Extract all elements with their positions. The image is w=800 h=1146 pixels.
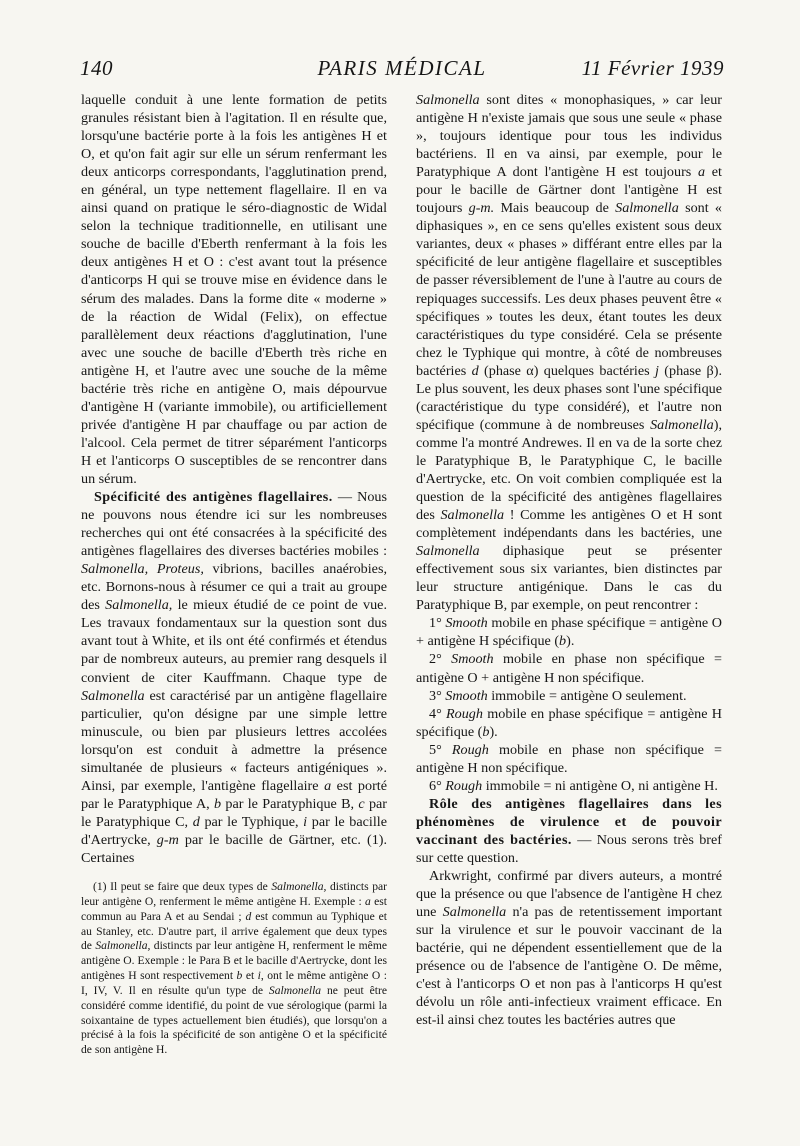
issue-date: 11 Février 1939 (581, 56, 724, 80)
footnote-text: (1) Il peut se faire que deux types de Salmonella, distincts par leur antigène O, renferment le même antigène H. Exemple : a est commun au Para A et au Sendai ; d est commun au Typhique et au Stanley, etc. D'autre part, il arrive également que deux types de Salmonella, distincts par leur antigène H, renferment le même antigène O. Exemple : le Para B et le bacille d'Aertrycke, dont les antigènes H sont respectivement b et i, ont le même antigène O : I, IV, V. Il en résulte qu'un type de Salmonella ne peut être considéré comme identifié, du point de vue sérologique (parmi la soixantaine de types actuellement bien étudiés), que lorsqu'on a précisé à la fois la spécificité de son antigène O et la spécificité de son antigène H. (81, 880, 388, 1057)
list-item: 1° Smooth mobile en phase spécifique = antigène O + antigène H spécifique (b). (416, 615, 722, 650)
paragraph-flagellar-specificity: Spécificité des antigènes flagellaires. — Nous ne pouvons nous étendre ici sur les nombreuses recherches qui ont été consacrées à la spécificité des antigènes flagellaires des diverses bactéries mobiles : Salmonella, Proteus, vibrions, bacilles anaérobies, etc. Bornons-nous à résumer ce qui a trait au groupe des Salmonella, le mieux étudié de ce point de vue. Les travaux fondamentaux sur la question sont dus avant tout à White, et ils ont été confirmés et étendus par de nombreux auteurs, au premier rang desquels il convient de citer Kauffmann. Chaque type de Salmonella est caractérisé par un antigène flagellaire particulier, qu'on désigne par une simple lettre minuscule, ou bien par plusieurs lettres accolées lorsqu'on est conduit à admettre la présence simultanée de plusieurs « facteurs antigéniques ». Ainsi, par exemple, l'antigène flagellaire a est porté par le Paratyphique A, b par le Paratyphique B, c par le Paratyphique C, d par le Typhique, i par le bacille d'Aertrycke, g-m par le bacille de Gärtner, etc. (1). Certaines (81, 489, 388, 866)
paragraph-virulence: Rôle des antigènes flagellaires dans les phénomènes de virulence et de pouvoir vaccinant des bactéries. — Nous serons très bref sur cette question. (416, 795, 722, 866)
list-item: 2° Smooth mobile en phase non spécifique = antigène O + antigène H non spécifique. (416, 651, 723, 686)
page-number: 140 (80, 56, 113, 80)
left-column (81, 91, 387, 1058)
page-header (80, 56, 724, 86)
paragraph-widal: laquelle conduit à une lente formation de petits granules résistant bien à l'agitation. Il en résulte que, lorsqu'une bactérie porte à la fois les antigènes H et O, et qu'on fait agir sur elle un sérum renfermant les deux anticorps correspondants, l'agglutination prend, en général, un type nettement flagellaire. Il en va ainsi quand on pratique le séro-diagnostic de Widal selon la technique traditionnelle, en utilisant une souche de bacille d'Eberth renfermant à la fois les deux antigènes H et O : c'est avant tout la présence d'anticorps H qui se trouve mise en évidence dans le sérum des malades. Dans la forme dite « moderne » de la réaction de Widal (Felix), on effectue parallèlement deux réactions d'agglutination, l'une avec une souche de bacille d'Eberth très riche en antigène H, et l'autre avec une souche de la même bactérie très riche en antigène O, mais dépourvue d'antigène H (variante immobile), ou artificiellement privée d'antigène H par chauffage ou par action de l'alcool. Cela permet de titrer séparément l'anticorps H et l'anticorps O susceptibles de se rencontrer dans un sérum. (81, 92, 387, 487)
list-item: 6° Rough immobile = ni antigène O, ni antigène H. (429, 777, 718, 794)
paragraph-phases: Salmonella sont dites « monophasiques, » car leur antigène H n'existe jamais que sous une seule « phase », toujours identique pour tous les individus bactériens. Il en va ainsi, par exemple, pour le Paratyphique A dont l'antigène H est toujours a et pour le bacille de Gärtner dont l'antigène H est toujours g-m. Mais beaucoup de Salmonella sont « diphasiques », en ce sens qu'elles existent sous deux variantes, deux « phases » différant entre elles par la spécificité de leur antigène flagellaire et susceptibles de passer réversiblement de l'une à l'autre au cours de repiquages successifs. Les deux phases peuvent être « spécifiques » toutes les deux, étant toutes les deux caractéristiques du type considéré. Cela se présente chez le Typhique qui montre, à côté de nombreuses bactéries d (phase α) quelques bactéries j (phase β). Le plus souvent, les deux phases sont l'une spécifique (caractéristique du type considéré), et l'autre non spécifique (commune à de nombreuses Salmonella), comme l'a montré Andrewes. Il en va de la sorte chez le Paratyphique B, le Paratyphique C, le bacille d'Aertrycke, etc. On voit combien compliquée est la question de la spécificité des antigènes flagellaires des Salmonella ! Comme les antigènes O et H sont complètement indépendants dans les bactéries, une Salmonella diphasique peut se présenter effectivement sous six variantes, bien distinctes par leur structure antigénique. Dans le cas du Paratyphique B, par exemple, on peut rencontrer : (416, 92, 722, 614)
list-item: 5° Rough mobile en phase non spécifique = antigène H non spécifique. (416, 741, 722, 776)
journal-title: PARIS MÉDICAL (317, 56, 487, 80)
list-item: 4° Rough mobile en phase spécifique = antigène H spécifique (b). (416, 705, 722, 740)
right-column (416, 91, 722, 1029)
section-heading: Rôle des antigènes flagellaires dans les phénomènes de virulence et de pouvoir vaccinant des bactéries. (416, 795, 722, 848)
list-item: 3° Smooth immobile = antigène O seulement. (429, 687, 687, 704)
paragraph-arkwright: Arkwright, confirmé par divers auteurs, a montré que la présence ou que l'absence de l'antigène H chez une Salmonella n'a pas de retentissement important sur la virulence et sur le pouvoir vaccinant de la bactérie, qui ne dépendent essentiellement que de la présence ou de l'absence de l'antigène O. De même, c'est à l'anticorps O et non pas à l'anticorps H qu'est dévolu un rôle anti-infectieux vraiment efficace. En est-il ainsi chez toutes les bactéries autres que (416, 868, 722, 1029)
footnote (81, 880, 387, 1058)
section-heading: Spécificité des antigènes flagellaires. (94, 489, 333, 506)
